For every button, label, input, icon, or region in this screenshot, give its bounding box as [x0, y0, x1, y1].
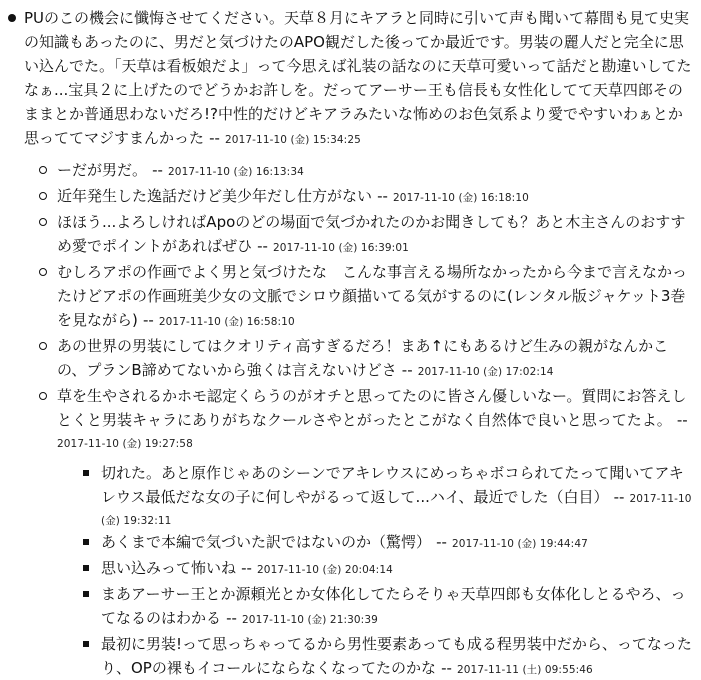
comment-timestamp: 2017-11-10 (金) 16:18:10: [393, 192, 529, 204]
square-bullet: [83, 641, 89, 647]
comment-timestamp: 2017-11-11 (土) 09:55:46: [456, 664, 593, 676]
reply-comment: [39, 184, 695, 208]
comment-timestamp: 2017-11-10 (金) 19:27:58: [57, 438, 193, 450]
comment-timestamp: 2017-11-10 (金) 19:44:47: [452, 538, 588, 550]
square-bullet: [83, 565, 89, 571]
comment-timestamp: 2017-11-10 (金) 16:58:10: [158, 316, 295, 328]
comment-text: PUのこの機会に懺悔させてください。天草８月にキアラと同時に引いて声も聞いて幕間も見て史実の知識もあったのに、男だと気づけたのAPO観だした後ってか最近です。男装の麗人だと完全に思い込んでた。「天草は看板娘だよ」って今思えば礼装の話なのに天草可愛いって話だと勘違いしてたなぁ...宝具２に上げたのでどうかお許しを。だってアーサー王も信長も女性化してて天草四郎そのままとか普通思わないだろ!?中性的だけどキアラみたいな怖めのお色気系より愛でやすいわぁとか思っててマジすまんかった: [24, 9, 692, 147]
comment-timestamp: 2017-11-10 (金) 19:32:11: [101, 493, 692, 527]
nested-reply-comment: [83, 556, 695, 580]
comment-text: 近年発生した逸話だけど美少年だし仕方がない: [57, 187, 373, 205]
comment-separator: --: [152, 161, 163, 179]
comment-text: ほほう...よろしければApoのどの場面で気づかれたのかお聞きしても？あと木主さんのおすすめ愛でポイントがあればぜひ: [57, 213, 686, 255]
comment-timestamp: 2017-11-10 (金) 16:39:01: [273, 242, 409, 254]
comment-separator: --: [257, 237, 268, 255]
hollow-circle-bullet: [39, 192, 47, 200]
comment-text: むしろアポの作画でよく男と気づけたな こんな事言える場所なかったから今まで言えなかったけどアポの作画班美少女の文脈でシロウ顔描いてる気がするのに(レンタル版ジャケット3巻を見ながら): [57, 263, 688, 329]
comment-separator: --: [676, 411, 688, 429]
spacer: [8, 453, 695, 461]
hollow-circle-bullet: [39, 166, 47, 174]
comment-text: 思い込みって怖いね: [101, 559, 237, 577]
comment-timestamp: 2017-11-10 (金) 16:13:34: [168, 166, 304, 178]
comment-text: あの世界の男装にしてはクオリティ高すぎるだろ！まあ↑にもあるけど生みの親がなんかこの、プランB諦めてないから強くは言えないけどさ: [57, 337, 669, 379]
comment-text: 切れた。あと原作じゃあのシーンでアキレウスにめっちゃボコられてたって聞いてアキレウス最低だな女の子に何しやがるって返して...ハイ、最近でした（白目）: [101, 464, 684, 506]
hollow-circle-bullet: [39, 392, 47, 400]
comment-separator: --: [441, 659, 452, 677]
square-bullet: [83, 539, 89, 545]
reply-comment: [39, 158, 695, 182]
comment-separator: --: [226, 609, 237, 627]
nested-reply-comment: [83, 530, 695, 554]
comment-separator: --: [241, 559, 252, 577]
nested-reply-comment: [83, 461, 695, 528]
root-comment: [8, 6, 695, 150]
comment-timestamp: 2017-11-10 (金) 17:02:14: [417, 366, 554, 378]
nested-reply-comment: [83, 632, 695, 680]
comment-text: 最初に男装!って思っちゃってるから男性要素あっても成る程男装中だから、ってなったり、OPの裸もイコールにならなくなってたのかな: [101, 635, 692, 677]
comment-text: 草を生やされるかホモ認定くらうのがオチと思ってたのに皆さん優しいなー。質問にお答えしとくと男装キャラにありがちなクールさやとがったとこがなく自然体で良いと思ってたよ。: [57, 387, 687, 429]
reply-comment: [39, 210, 695, 258]
comment-timestamp: 2017-11-10 (金) 20:04:14: [257, 564, 393, 576]
square-bullet: [83, 591, 89, 597]
reply-comment: [39, 260, 695, 332]
comment-separator: --: [436, 533, 447, 551]
comment-separator: --: [209, 129, 220, 147]
reply-comment: [39, 384, 695, 451]
nested-reply-comment: [83, 582, 695, 630]
comment-separator: --: [142, 311, 154, 329]
comment-separator: --: [401, 361, 413, 379]
reply-comment: [39, 334, 695, 382]
comment-separator: --: [613, 488, 625, 506]
comment-text: あくまで本編で気づいた訳ではないのか（驚愕）: [101, 533, 432, 551]
hollow-circle-bullet: [39, 342, 47, 350]
comment-timestamp: 2017-11-10 (金) 15:34:25: [225, 134, 361, 146]
comment-text: ーだが男だ。: [57, 161, 148, 179]
hollow-circle-bullet: [39, 268, 47, 276]
filled-circle-bullet: [8, 14, 16, 22]
hollow-circle-bullet: [39, 218, 47, 226]
comment-separator: --: [377, 187, 388, 205]
square-bullet: [83, 470, 89, 476]
comment-timestamp: 2017-11-10 (金) 21:30:39: [242, 614, 378, 626]
comment-text: まあアーサー王とか源頼光とか女体化してたらそりゃ天草四郎も女体化しとるやろ、ってなるのはわかる: [101, 585, 686, 627]
